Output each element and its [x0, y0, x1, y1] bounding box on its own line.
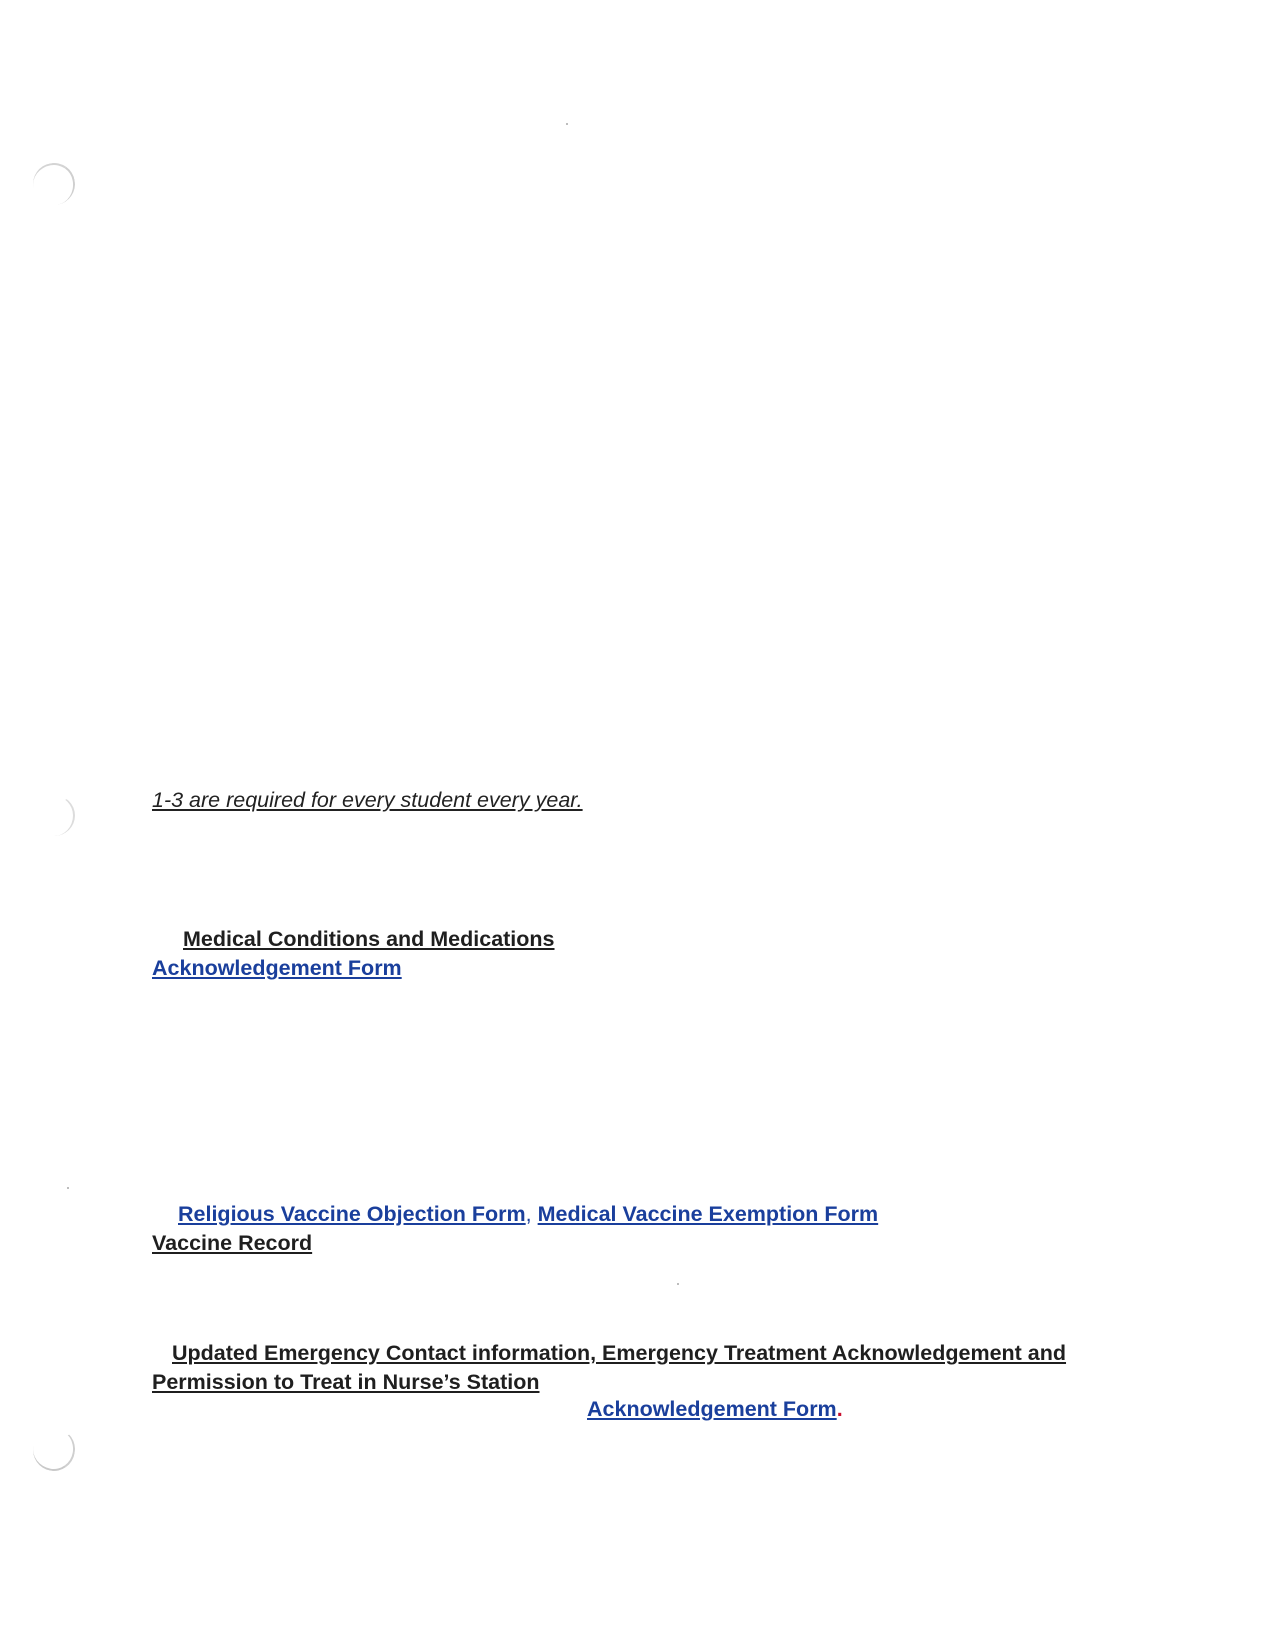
emergency-contact-heading-line2: Permission to Treat in Nurse’s Station	[152, 1370, 540, 1394]
scan-speck	[566, 123, 568, 125]
vaccine-forms-row	[178, 1201, 878, 1227]
emergency-acknowledgement-form-link[interactable]: Acknowledgement Form	[587, 1397, 837, 1421]
binder-hole-middle	[33, 795, 75, 836]
link-separator: ,	[525, 1202, 532, 1226]
binder-hole-top	[30, 160, 79, 209]
emergency-contact-heading-line1: Updated Emergency Contact information, Emergency Treatment Acknowledgement and	[172, 1341, 1067, 1365]
binder-hole-bottom	[30, 1425, 79, 1475]
vaccine-record-heading: Vaccine Record	[152, 1231, 313, 1255]
emergency-acknowledgement-row	[587, 1396, 843, 1422]
trailing-punctuation: .	[836, 1397, 843, 1421]
scan-speck	[677, 1283, 679, 1285]
medical-acknowledgement-form-link[interactable]: Acknowledgement Form	[152, 956, 402, 980]
medical-vaccine-exemption-form-link[interactable]: Medical Vaccine Exemption Form	[537, 1202, 879, 1226]
scan-speck	[67, 1187, 69, 1189]
requirement-note: 1-3 are required for every student every year.	[152, 788, 583, 812]
medical-conditions-heading: Medical Conditions and Medications	[183, 927, 555, 951]
religious-vaccine-objection-form-link[interactable]: Religious Vaccine Objection Form	[178, 1202, 526, 1226]
